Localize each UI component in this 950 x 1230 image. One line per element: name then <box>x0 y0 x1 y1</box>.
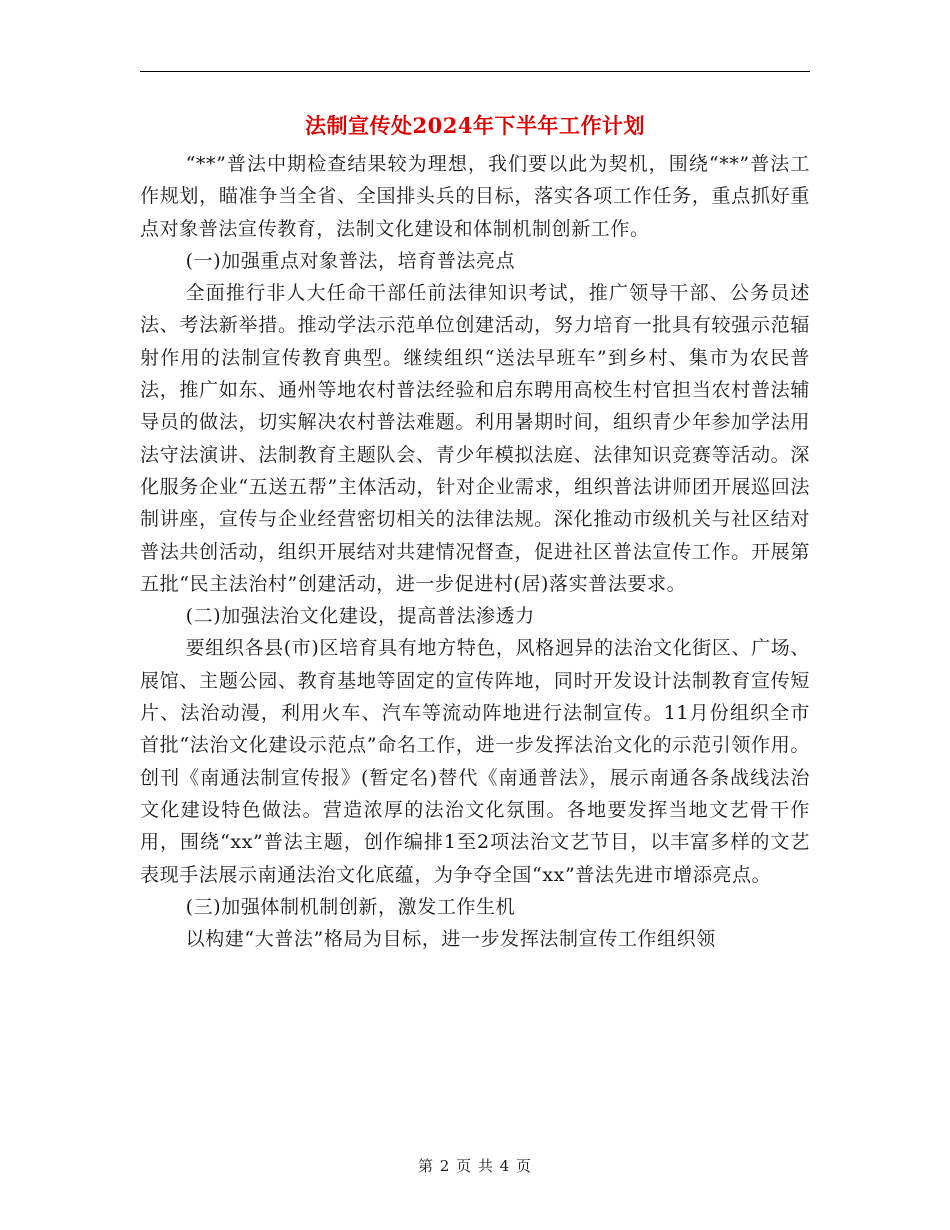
page-number-footer: 第 2 页 共 4 页 <box>418 1157 532 1175</box>
section-heading-2: (二)加强法治文化建设，提高普法渗透力 <box>185 605 535 628</box>
section-heading-1: (一)加强重点对象普法，培育普法亮点 <box>185 249 516 272</box>
section-2-paragraph: 要组织各县(市)区培育具有地方特色，风格迥异的法治文化街区、广场、展馆、主题公园、教育基地等固定的宣传阵地，同时开发设计法制教育宣传短片、法治动漫，利用火车、汽车等流动阵地进行法制宣传。11月份组织全市首批“法治文化建设示范点”命名工作，进一步发挥法治文化的示范引领作用。创刊《南通法制宣传报》(暂定名)替代《南通普法》，展示南通各条战线法治文化建设特色做法。营造浓厚的法治文化氛围。各地要发挥当地文艺骨干作用，围绕“xx”普法主题，创作编排1至2项法治文艺节目，以丰富多样的文艺表现手法展示南通法治文化底蕴，为争夺全国“xx”普法先进市增添亮点。 <box>140 637 810 886</box>
section-heading-3: (三)加强体制机制创新，激发工作生机 <box>185 895 516 918</box>
document-body <box>140 148 810 955</box>
intro-paragraph: “**”普法中期检查结果较为理想，我们要以此为契机，围绕“**”普法工作规划，瞄准争当全省、全国排头兵的目标，落实各项工作任务，重点抓好重点对象普法宣传教育，法制文化建设和体制机制创新工作。 <box>140 153 810 240</box>
section-1-paragraph: 全面推行非人大任命干部任前法律知识考试，推广领导干部、公务员述法、考法新举措。推动学法示范单位创建活动，努力培育一批具有较强示范辐射作用的法制宣传教育典型。继续组织“送法早班车”到乡村、集市为农民普法，推广如东、通州等地农村普法经验和启东聘用高校生村官担当农村普法辅导员的做法，切实解决农村普法难题。利用暑期时间，组织青少年参加学法用法守法演讲、法制教育主题队会、青少年模拟法庭、法律知识竞赛等活动。深化服务企业“五送五帮”主体活动，针对企业需求，组织普法讲师团开展巡回法制讲座，宣传与企业经营密切相关的法律法规。深化推动市级机关与社区结对普法共创活动，组织开展结对共建情况督查，促进社区普法宣传工作。开展第五批“民主法治村”创建活动，进一步促进村(居)落实普法要求。 <box>140 282 810 595</box>
section-3-paragraph: 以构建“大普法”格局为目标，进一步发挥法制宣传工作组织领 <box>185 928 716 951</box>
header-rule <box>140 71 810 72</box>
document-title: 法制宣传处2024年下半年工作计划 <box>305 113 645 138</box>
